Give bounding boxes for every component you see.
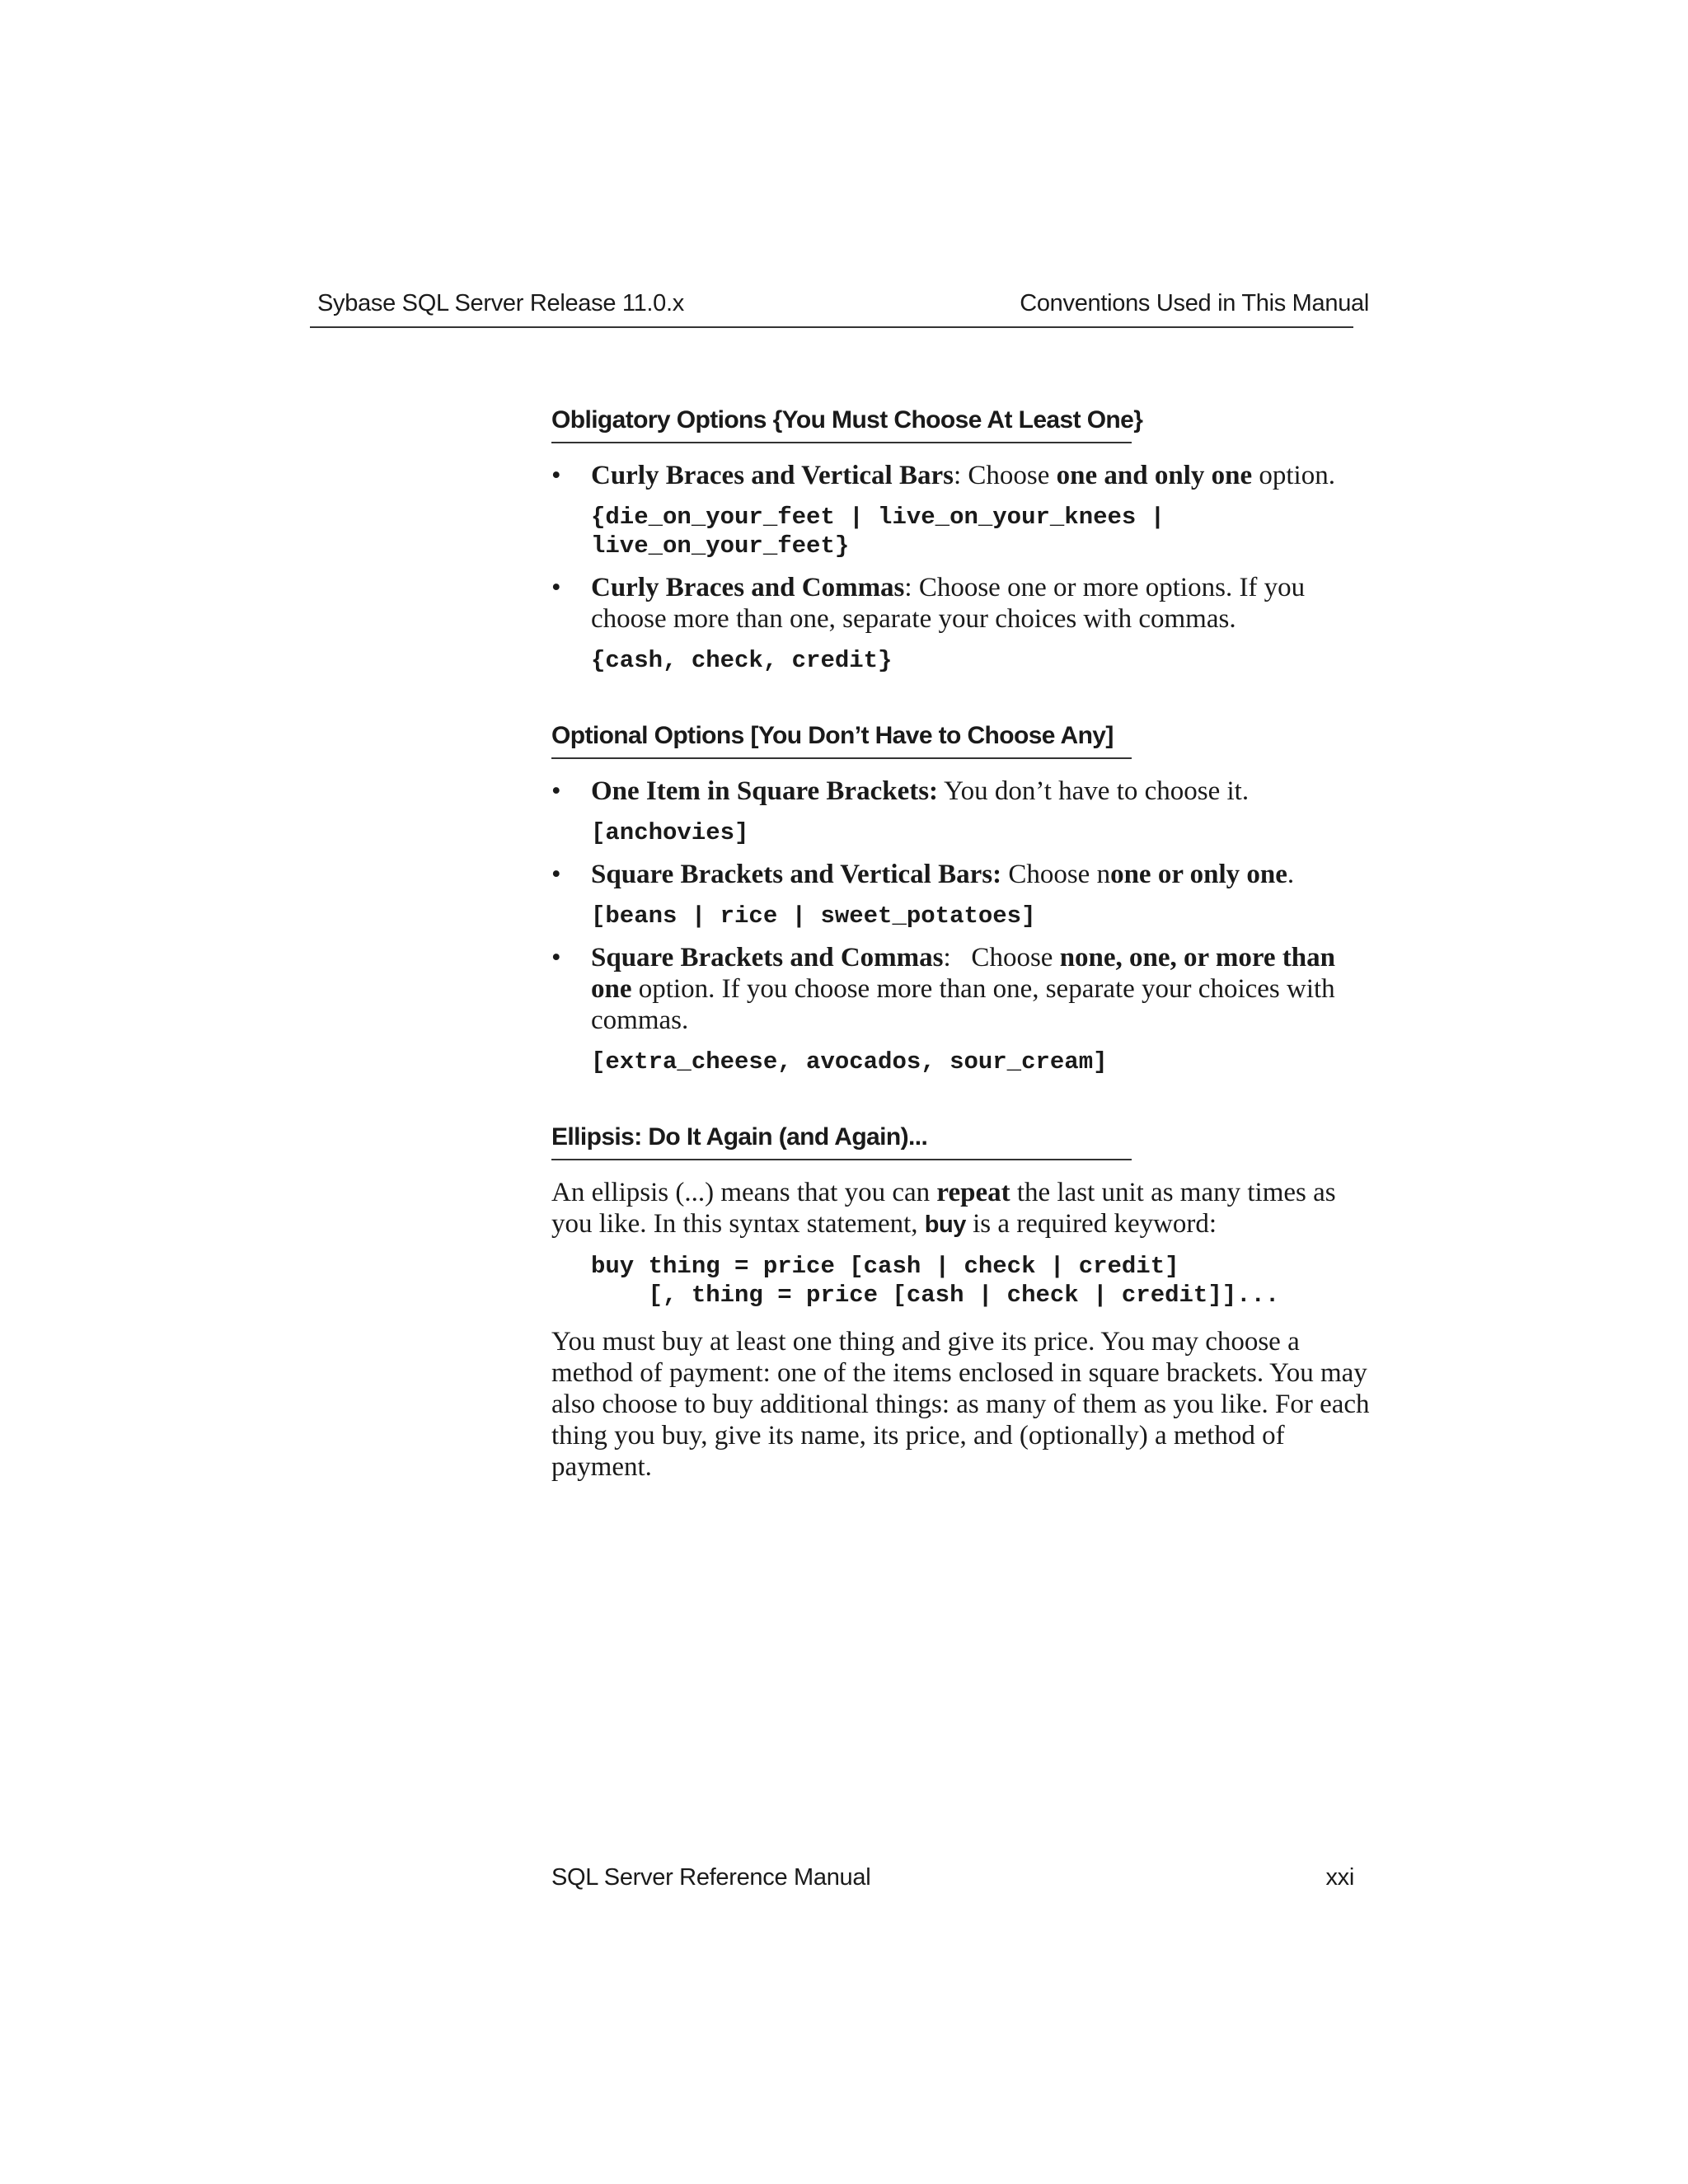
bullet-dot: • [551, 573, 561, 602]
bullet-term: One Item in Square Brackets: [591, 776, 939, 806]
bullet-curly-braces-vertical-bars [551, 460, 1376, 491]
code-example-beans-rice: [beans | rice | sweet_potatoes] [591, 902, 1036, 930]
page-number: xxi [1325, 1864, 1354, 1891]
bullet-emphasis: one or only one [1110, 860, 1287, 889]
bullet-text: : Choose one or more options. If you choose more than one, separate your choices with commas. [591, 573, 1306, 634]
ellipsis-paragraph [551, 1177, 1376, 1240]
explanation-paragraph: You must buy at least one thing and give its price. You may choose a method of payment: one of the items enclosed in square brackets. You may also choose to buy additional things: as many of them as you like. For each thing you buy, give its name, its price, and (optionally) a method of payment. [551, 1327, 1370, 1482]
code-example-cash-check-credit: {cash, check, credit} [591, 647, 893, 674]
section-heading-optional-options: Optional Options [You Don’t Have to Choose Any] [551, 722, 1132, 759]
bullet-text: : Choose [943, 943, 1060, 972]
bullet-text: option. If you choose more than one, separate your choices with commas. [591, 974, 1335, 1035]
paragraph-text: An ellipsis (...) means that you can [551, 1178, 937, 1207]
bullet-emphasis: one and only one [1056, 461, 1253, 490]
keyword-buy: buy [924, 1212, 966, 1238]
bullet-text: option. [1252, 461, 1335, 490]
bullet-dot: • [551, 461, 561, 490]
running-footer-title: SQL Server Reference Manual [551, 1864, 871, 1891]
bullet-term: Curly Braces and Vertical Bars [591, 461, 954, 490]
bullet-curly-braces-commas [551, 572, 1376, 635]
bullet-term: Curly Braces and Commas [591, 573, 905, 602]
bullet-term: Square Brackets and Vertical Bars: [591, 860, 1002, 889]
bullet-text: You don’t have to choose it. [938, 776, 1250, 806]
bullet-square-brackets-commas [551, 942, 1376, 1036]
bullet-dot: • [551, 943, 561, 972]
bullet-dot: • [551, 860, 561, 889]
section-heading-obligatory-options: Obligatory Options {You Must Choose At Least One} [551, 406, 1132, 443]
running-header-left: Sybase SQL Server Release 11.0.x [317, 290, 684, 316]
code-example-buy-thing: buy thing = price [cash | check | credit] [, thing = price [cash | check | credit]]... [591, 1253, 1280, 1309]
bullet-text: Choose n [1001, 860, 1111, 889]
code-example-anchovies: [anchovies] [591, 819, 749, 846]
bullet-term: Square Brackets and Commas [591, 943, 944, 972]
section-heading-ellipsis: Ellipsis: Do It Again (and Again)... [551, 1123, 1132, 1160]
bullet-emphasis: none, one, or more than one [591, 943, 1335, 1004]
page-content [551, 406, 1376, 1483]
code-example-extra-cheese: [extra_cheese, avocados, sour_cream] [591, 1048, 1108, 1076]
running-header-right: Conventions Used in This Manual [1020, 290, 1369, 316]
bullet-text: . [1287, 860, 1295, 889]
bullet-one-item-square-brackets [551, 776, 1376, 807]
paragraph-text: is a required keyword: [965, 1209, 1217, 1239]
code-example-die-on-your-feet: {die_on_your_feet | live_on_your_knees | live_on_your_feet} [591, 504, 1165, 560]
paragraph-text: the last unit as many times as you like. In this syntax statement, [551, 1178, 1336, 1239]
header-rule [310, 326, 1353, 328]
bullet-dot: • [551, 776, 561, 806]
bullet-square-brackets-vertical-bars [551, 859, 1376, 890]
paragraph-emphasis: repeat [936, 1178, 1010, 1207]
bullet-text: : Choose [953, 461, 1057, 490]
